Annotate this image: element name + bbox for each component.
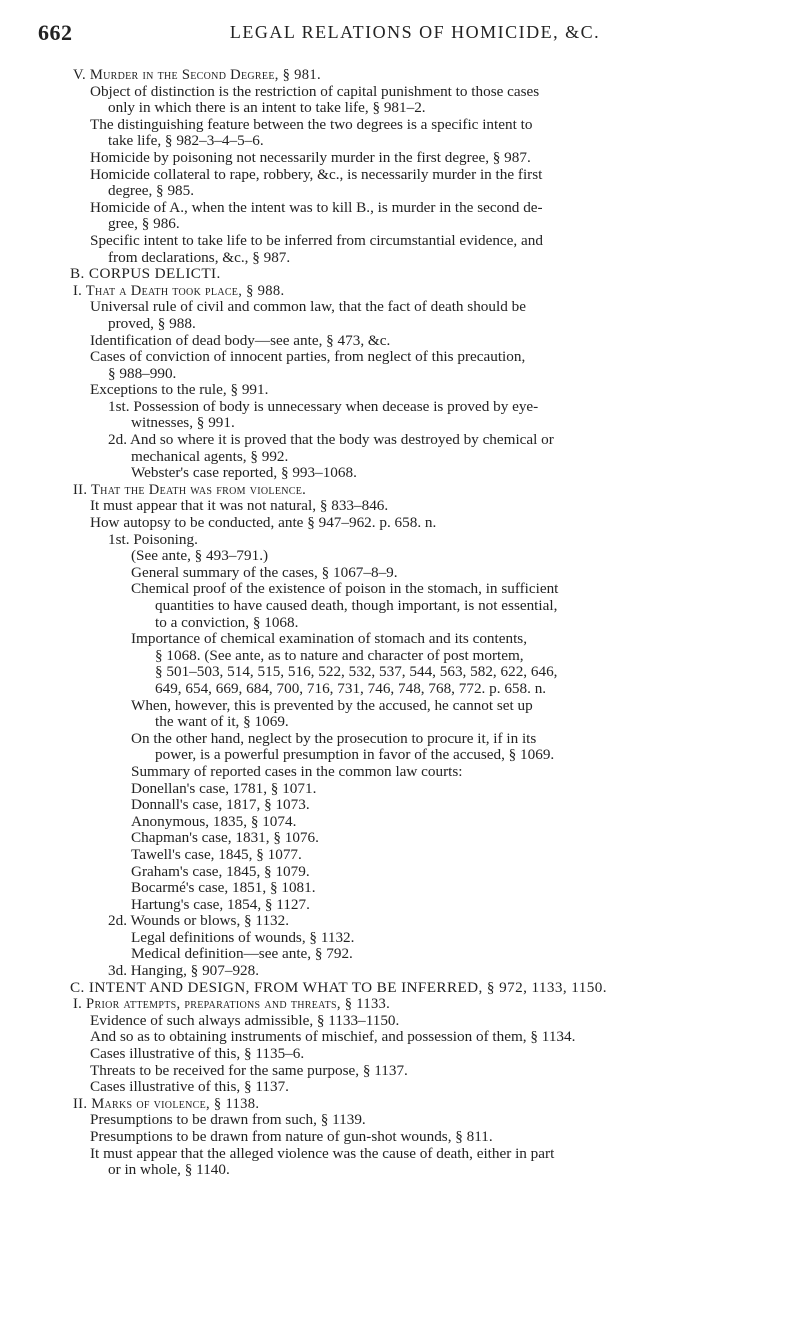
outline-line: Legal definitions of wounds, § 1132.	[131, 928, 355, 946]
outline-line: Donnall's case, 1817, § 1073.	[131, 796, 310, 814]
outline-line: Object of distinction is the restriction of capital punishment to those cases	[90, 82, 540, 100]
outline-line: Exceptions to the rule, § 991.	[90, 381, 269, 399]
page-number: 662	[38, 20, 73, 45]
outline-line: gree, § 986.	[108, 215, 180, 233]
outline-line: Presumptions to be drawn from nature of gun-shot wounds, § 811.	[90, 1128, 493, 1145]
outline-line: It must appear that it was not natural, § 833–846.	[90, 497, 389, 515]
outline-line: Cases illustrative of this, § 1135–6.	[90, 1045, 305, 1063]
outline-line: Importance of chemical examination of stomach and its contents,	[131, 630, 528, 648]
outline-line: Chemical proof of the existence of poison in the stomach, in sufficient	[131, 580, 559, 598]
outline-line: witnesses, § 991.	[131, 414, 235, 432]
outline-line: General summary of the cases, § 1067–8–9.	[131, 563, 398, 581]
outline-line: 2d. And so where it is proved that the body was destroyed by chemical or	[108, 431, 554, 449]
outline-line: Hartung's case, 1854, § 1127.	[131, 895, 310, 913]
outline-line: When, however, this is prevented by the accused, he cannot set up	[131, 696, 533, 714]
outline-line: degree, § 985.	[108, 182, 195, 200]
outline-line: mechanical agents, § 992.	[131, 447, 289, 465]
outline-line: Cases illustrative of this, § 1137.	[90, 1078, 289, 1096]
outline-line: Homicide by poisoning not necessarily murder in the first degree, § 987.	[90, 148, 531, 166]
outline-heading: II. That the Death was from violence.	[73, 481, 307, 498]
outline-line: The distinguishing feature between the two degrees is a specific intent to	[90, 115, 533, 133]
outline-line: Tawell's case, 1845, § 1077.	[131, 845, 302, 863]
outline-heading: II. Marks of violence, § 1138.	[73, 1095, 260, 1112]
outline-line: Chapman's case, 1831, § 1076.	[131, 829, 319, 847]
outline-heading: V. Murder in the Second Degree, § 981.	[73, 67, 321, 83]
outline-line: Identification of dead body—see ante, § 473, &c.	[90, 331, 391, 349]
outline-line: to a conviction, § 1068.	[155, 613, 299, 631]
outline-line: (See ante, § 493–791.)	[131, 547, 269, 565]
outline-line: And so as to obtaining instruments of mischief, and possession of them, § 1134.	[90, 1028, 576, 1046]
outline-line: Homicide collateral to rape, robbery, &c., is necessarily murder in the first	[90, 165, 543, 183]
outline-line: § 501–503, 514, 515, 516, 522, 532, 537, 544, 563, 582, 622, 646,	[155, 663, 558, 681]
outline-line: Medical definition—see ante, § 792.	[131, 945, 353, 963]
outline-line: proved, § 988.	[108, 314, 196, 332]
outline-line: Universal rule of civil and common law, that the fact of death should be	[90, 298, 526, 316]
outline-line: On the other hand, neglect by the prosecution to procure it, if in its	[131, 729, 537, 747]
outline-line: How autopsy to be conducted, ante § 947–962. p. 658. n.	[90, 514, 437, 532]
running-head: LEGAL RELATIONS OF HOMICIDE, &C.	[229, 22, 601, 42]
outline-line: § 988–990.	[108, 364, 177, 382]
outline-line: Summary of reported cases in the common law courts:	[131, 762, 463, 780]
outline-line: take life, § 982–3–4–5–6.	[108, 132, 264, 150]
outline-line: 2d. Wounds or blows, § 1132.	[108, 912, 290, 930]
outline-line: the want of it, § 1069.	[155, 713, 289, 731]
outline-line: It must appear that the alleged violence was the cause of death, either in part	[90, 1144, 555, 1162]
outline-line: Anonymous, 1835, § 1074.	[131, 812, 297, 830]
outline-line: or in whole, § 1140.	[108, 1161, 230, 1179]
outline-heading: C. INTENT AND DESIGN, FROM WHAT TO BE INFERRED, § 972, 1133, 1150.	[70, 978, 607, 996]
outline-heading: B. CORPUS DELICTI.	[70, 265, 221, 283]
outline-line: power, is a powerful presumption in favor of the accused, § 1069.	[155, 746, 555, 764]
outline-line: only in which there is an intent to take life, § 981–2.	[108, 99, 426, 117]
outline-heading: I. That a Death took place, § 988.	[73, 282, 285, 299]
outline-body	[0, 67, 800, 1179]
outline-heading: I. Prior attempts, preparations and threats, § 1133.	[73, 996, 391, 1013]
page-header	[38, 20, 762, 52]
outline-line: Evidence of such always admissible, § 1133–1150.	[90, 1011, 400, 1029]
outline-line: Donellan's case, 1781, § 1071.	[131, 779, 317, 797]
outline-line: 3d. Hanging, § 907–928.	[108, 962, 260, 980]
outline-line: quantities to have caused death, though important, is not essential,	[155, 597, 558, 614]
outline-line: Webster's case reported, § 993–1068.	[131, 464, 357, 482]
outline-line: Graham's case, 1845, § 1079.	[131, 862, 310, 880]
outline-line: from declarations, &c., § 987.	[108, 248, 291, 266]
outline-line: Threats to be received for the same purpose, § 1137.	[90, 1061, 408, 1079]
outline-line: § 1068. (See ante, as to nature and character of post mortem,	[155, 646, 524, 664]
outline-line: Presumptions to be drawn from such, § 1139.	[90, 1111, 366, 1129]
outline-line: Homicide of A., when the intent was to kill B., is murder in the second de-	[90, 198, 543, 216]
outline-line: 1st. Possession of body is unnecessary when decease is proved by eye-	[108, 397, 539, 415]
outline-line: Cases of conviction of innocent parties, from neglect of this precaution,	[90, 348, 526, 366]
outline-line: Specific intent to take life to be inferred from circumstantial evidence, and	[90, 231, 543, 249]
outline-line: 1st. Poisoning.	[108, 530, 198, 548]
outline-line: Bocarmé's case, 1851, § 1081.	[131, 879, 316, 897]
outline-line: 649, 654, 669, 684, 700, 716, 731, 746, 748, 768, 772. p. 658. n.	[155, 679, 547, 697]
